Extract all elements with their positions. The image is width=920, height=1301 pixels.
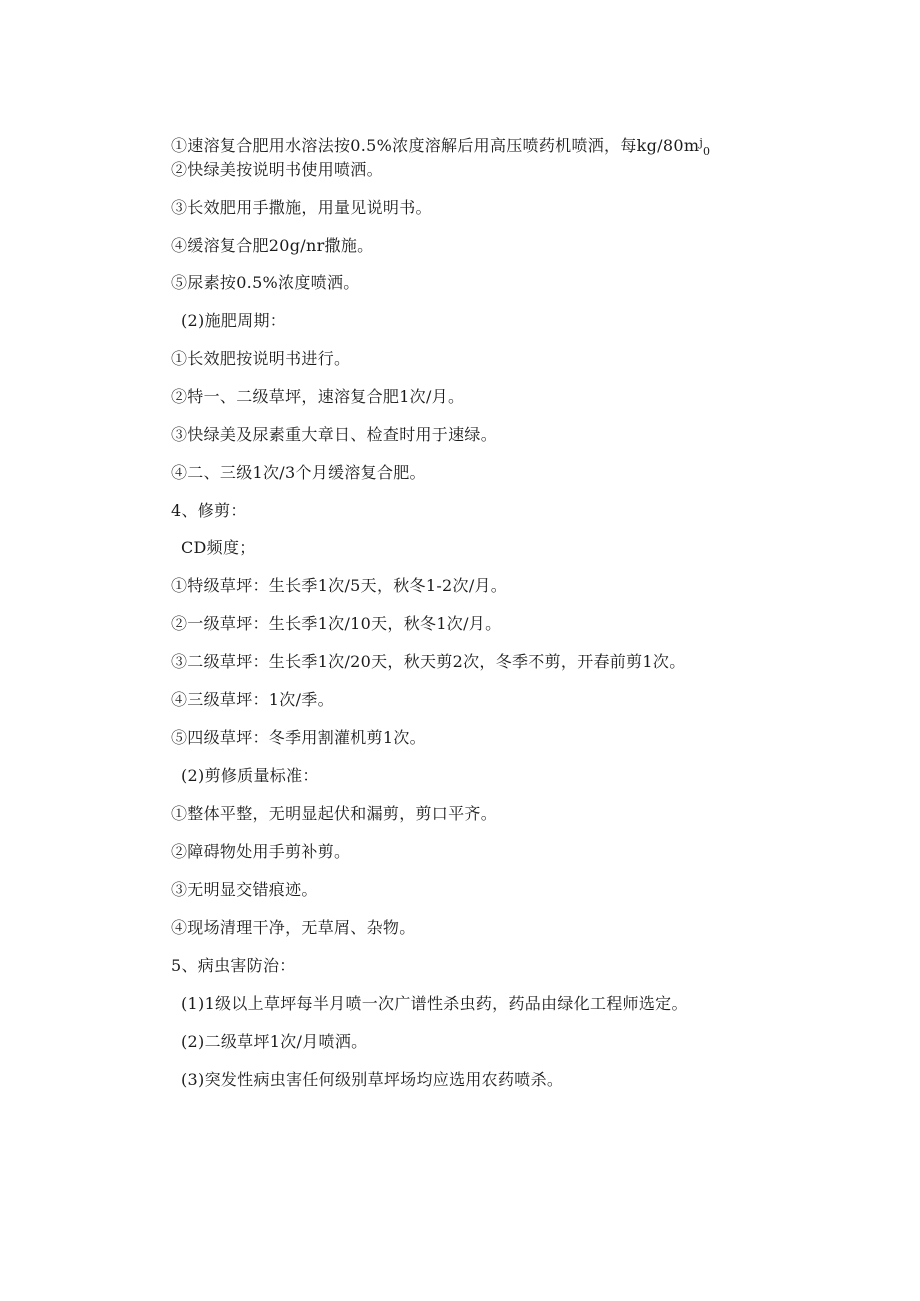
section-heading: CD频度； (181, 538, 256, 557)
text-line (171, 133, 710, 162)
text-line: (2)二级草坪1次/月喷洒。 (181, 1032, 368, 1051)
superscript-fragment: j (699, 136, 704, 149)
text-line: ③快绿美及尿素重大章日、检查时用于速绿。 (171, 425, 498, 444)
text-line: ③二级草坪：生长季1次/20天，秋天剪2次，冬季不剪，开春前剪1次。 (171, 652, 686, 671)
text-line: ④二、三级1次/3个月缓溶复合肥。 (171, 463, 426, 482)
text-line: ②一级草坪：生长季1次/10天，秋冬1次/月。 (171, 614, 502, 633)
text-line: ③无明显交错痕迹。 (171, 880, 318, 899)
text-line: ①长效肥按说明书进行。 (171, 349, 351, 368)
text-line: ④缓溶复合肥20g/nr撒施。 (171, 236, 374, 255)
text-line: (3)突发性病虫害任何级别草坪场均应选用农药喷杀。 (181, 1070, 564, 1089)
section-heading: 4、修剪： (171, 501, 247, 520)
text-line: ⑤四级草坪：冬季用割灌机剪1次。 (171, 728, 426, 747)
section-heading: (2)剪修质量标准： (181, 766, 319, 785)
section-heading: (2)施肥周期： (181, 311, 287, 330)
text-line: ①整体平整，无明显起伏和漏剪，剪口平齐。 (171, 804, 498, 823)
section-heading: 5、病虫害防治： (171, 956, 296, 975)
text-line: ⑤尿素按0.5%浓度喷洒。 (171, 273, 360, 292)
text-line: (1)1级以上草坪每半月喷一次广谱性杀虫药，药品由绿化工程师选定。 (181, 994, 688, 1013)
text-line: ④现场清理干净，无草屑、杂物。 (171, 918, 416, 937)
text-line: ④三级草坪：1次/季。 (171, 690, 334, 709)
text-line: ②特一、二级草坪，速溶复合肥1次/月。 (171, 387, 465, 406)
line-text: ①速溶复合肥用水溶法按0.5%浓度溶解后用高压喷药机喷洒，每kg/80m (171, 136, 700, 155)
subscript-fragment: 0 (703, 145, 711, 158)
text-line: ②障碍物处用手剪补剪。 (171, 842, 351, 861)
text-line: ①特级草坪：生长季1次/5天，秋冬1-2次/月。 (171, 576, 508, 595)
text-line: ②快绿美按说明书使用喷洒。 (171, 160, 383, 179)
text-line: ③长效肥用手撒施，用量见说明书。 (171, 198, 432, 217)
